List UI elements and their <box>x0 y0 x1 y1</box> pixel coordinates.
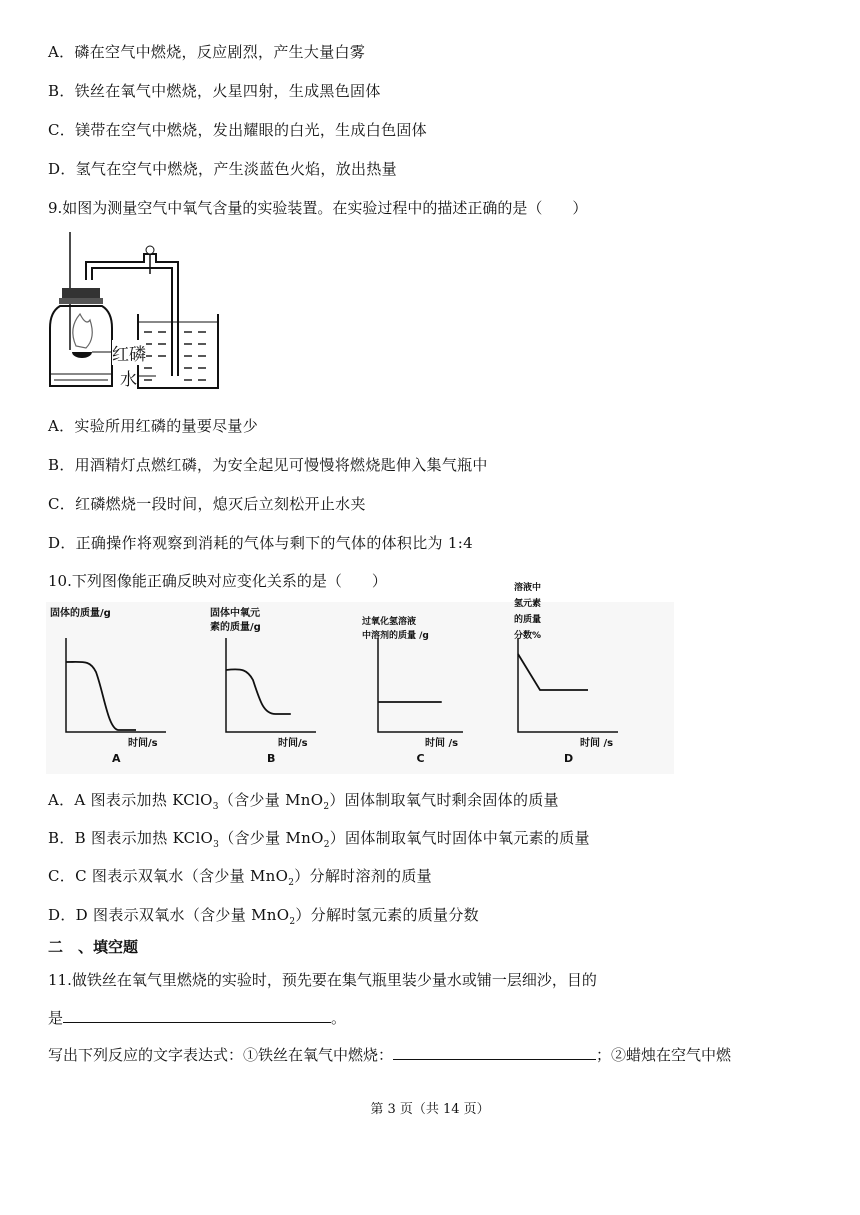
q11-answer-blank-iron[interactable] <box>393 1045 596 1060</box>
q10-option-d-sub: 2 <box>289 917 296 927</box>
q9-option-b: B．用酒精灯点燃红磷，为安全起见可慢慢将燃烧匙伸入集气瓶中 <box>48 456 488 474</box>
q10-option-b <box>48 828 590 855</box>
graph-curve <box>66 662 136 730</box>
q8-option-b: B．铁丝在氧气中燃烧，火星四射，生成黑色固体 <box>48 82 381 100</box>
graph-letter: C <box>416 752 425 765</box>
q11-line2-prefix: 是 <box>48 1009 64 1027</box>
graph-xlabel: 时间 /s <box>580 738 614 749</box>
graph-xlabel: 时间/s <box>278 738 308 749</box>
graph-a <box>50 606 166 765</box>
q9-apparatus-figure <box>46 228 246 400</box>
label-water: 水 <box>120 365 137 390</box>
clamp-icon <box>146 246 154 254</box>
label-red-phosphorus: 红磷 <box>112 340 146 365</box>
graph-ylabel: 固体中氧元 <box>210 608 260 619</box>
q10-option-a-pre: A．A 图表示加热 KClO <box>48 791 213 809</box>
graph-ylabel: 氢元素 <box>514 599 542 609</box>
q10-option-c-pre: C．C 图表示双氧水（含少量 MnO <box>48 867 289 885</box>
graph-ylabel: 溶液中 <box>514 583 542 593</box>
q8-option-d: D．氢气在空气中燃烧，产生淡蓝色火焰，放出热量 <box>48 160 397 178</box>
graph-xlabel: 时间 /s <box>425 738 459 749</box>
section-title-fill-in: 二 、填空题 <box>48 938 139 956</box>
q10-graphs-figure <box>46 583 674 774</box>
q11-answer-blank-purpose[interactable] <box>63 1008 331 1023</box>
graph-letter: A <box>112 752 121 765</box>
graph-ylabel: 素的质量/g <box>210 622 261 633</box>
q8-option-a: A．磷在空气中燃烧，反应剧烈，产生大量白雾 <box>48 43 366 61</box>
q10-option-a <box>48 790 559 817</box>
q11-line3-b: ；②蜡烛在空气中燃 <box>596 1046 732 1064</box>
q11-line1: 11.做铁丝在氧气里燃烧的实验时，预先要在集气瓶里装少量水或铺一层细沙，目的 <box>48 971 597 989</box>
apparatus-drawing <box>46 228 246 400</box>
q10-graphs-svg <box>46 583 674 774</box>
q10-option-a-sub2: 2 <box>323 802 330 812</box>
graph-ylabel: 中溶剂的质量 /g <box>362 631 429 641</box>
q11-line2 <box>48 1008 346 1028</box>
q8-option-c: C．镁带在空气中燃烧，发出耀眼的白光，生成白色固体 <box>48 121 427 139</box>
graph-ylabel: 的质量 <box>514 615 542 625</box>
q10-option-b-pre: B．B 图表示加热 KClO <box>48 829 214 847</box>
spoon-bowl <box>72 352 92 358</box>
q10-option-b-post: ）固体制取氧气时固体中氧元素的质量 <box>329 829 590 847</box>
q9-option-d: D．正确操作将观察到消耗的气体与剩下的气体的体积比为 1:4 <box>48 534 473 552</box>
q10-stem: 10.下列图像能正确反映对应变化关系的是（ ） <box>48 572 387 590</box>
q10-option-a-post: ）固体制取氧气时剩余固体的质量 <box>329 791 559 809</box>
q10-option-b-sub: 3 <box>213 840 220 850</box>
page-footer: 第 3 页（共 14 页） <box>370 1102 490 1117</box>
flame-icon <box>73 314 92 348</box>
graph-ylabel: 过氧化氢溶液 <box>362 617 417 627</box>
graph-axes <box>518 638 618 732</box>
graph-b <box>210 606 316 765</box>
q10-option-c-mid: ）分解时溶剂的质量 <box>294 867 432 885</box>
graph-d <box>513 581 618 765</box>
q10-option-a-sub: 3 <box>212 802 219 812</box>
q10-option-d <box>48 905 479 932</box>
graph-axes <box>66 638 166 732</box>
q10-option-c <box>48 866 432 893</box>
graph-axes <box>378 638 463 732</box>
q9-option-c: C．红磷燃烧一段时间，熄灭后立刻松开止水夹 <box>48 495 366 513</box>
graph-c <box>361 615 463 765</box>
q10-option-d-mid: ）分解时氢元素的质量分数 <box>295 906 479 924</box>
graph-letter: B <box>267 752 276 765</box>
water-dashes <box>144 332 206 380</box>
q11-line3-a: 写出下列反应的文字表达式：①铁丝在氧气中燃烧： <box>48 1046 394 1064</box>
graph-ylabel: 固体的质量/g <box>50 608 111 619</box>
q11-line2-suffix: 。 <box>331 1009 347 1027</box>
q10-option-c-sub: 2 <box>288 878 295 888</box>
graph-ylabel: 分数% <box>514 631 542 641</box>
q10-option-d-pre: D．D 图表示双氧水（含少量 MnO <box>48 906 290 924</box>
q10-option-b-sub2: 2 <box>323 840 330 850</box>
graph-curve <box>518 654 588 690</box>
q9-option-a: A．实验所用红磷的量要尽量少 <box>48 417 259 435</box>
q9-stem: 9.如图为测量空气中氧气含量的实验装置。在实验过程中的描述正确的是（ ） <box>48 199 588 217</box>
graph-letter: D <box>564 752 574 765</box>
q10-option-b-mid: （含少量 MnO <box>219 829 324 847</box>
graph-curve <box>226 669 291 714</box>
q11-line3 <box>48 1045 731 1065</box>
graph-xlabel: 时间/s <box>128 738 158 749</box>
q10-option-a-mid: （含少量 MnO <box>218 791 324 809</box>
graph-axes <box>226 638 316 732</box>
